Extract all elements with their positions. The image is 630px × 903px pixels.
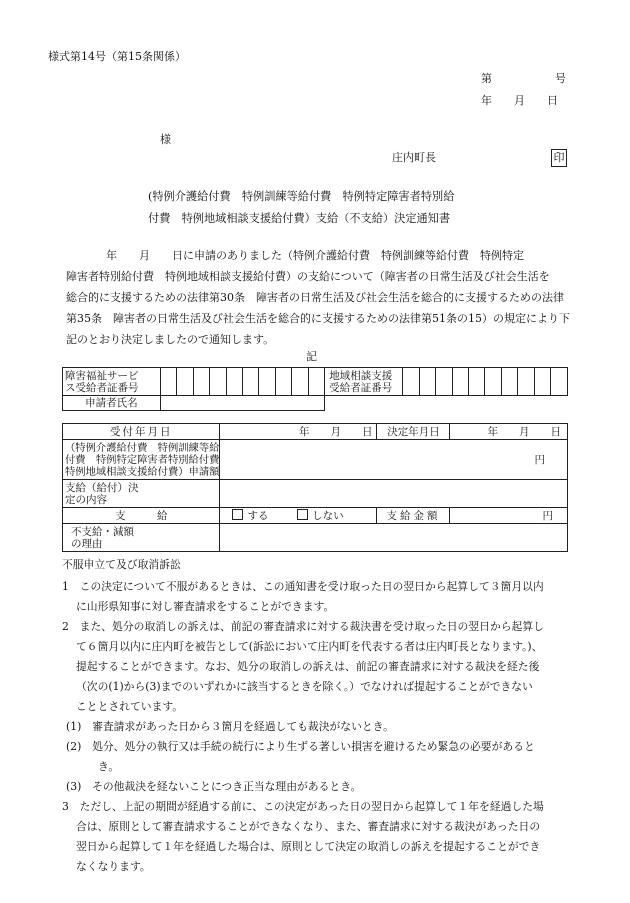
digit-box[interactable] [160, 368, 176, 396]
seal-mark [551, 149, 567, 167]
digit-box[interactable] [518, 368, 534, 396]
recipient-table [62, 367, 568, 411]
note-line: 翌日から起算して１年を経過した場合は、原則として決定の取消しの訴えを提起することができ [76, 840, 541, 853]
pay-no-label: しない [312, 510, 344, 522]
pay-yes-checkbox[interactable] [232, 509, 243, 520]
applicant-label: 申請者氏名 [63, 396, 161, 411]
decided-label: 決定年月日 [377, 424, 450, 440]
issue-date: 年 月 日 [481, 94, 558, 107]
table-blank [325, 396, 568, 411]
digit-box[interactable] [436, 368, 452, 396]
digit-box[interactable] [242, 368, 258, 396]
digit-box[interactable] [403, 368, 419, 396]
pay-amount-label: 支給金額 [377, 508, 450, 524]
addressee-suffix: 様 [160, 133, 171, 146]
digit-box[interactable] [210, 368, 226, 396]
digit-box[interactable] [534, 368, 550, 396]
received-date[interactable]: 年 月 日 [220, 424, 377, 440]
note-line: 1 この決定について不服があるときは、この通知書を受け取った日の翌日から起算して３箇月以内 [62, 580, 544, 593]
digit-box[interactable] [259, 368, 275, 396]
digit-box[interactable] [308, 368, 324, 396]
note-line: なくなります。 [76, 860, 151, 873]
content-field[interactable] [220, 480, 568, 508]
pay-amount-field[interactable] [450, 508, 568, 524]
digit-box[interactable] [551, 368, 568, 396]
digit-box[interactable] [292, 368, 308, 396]
body-line: 第35条 障害者の日常生活及び社会生活を総合的に支援するための法律第51条の15）の規定により下 [66, 312, 570, 325]
body-line: 年 月 日に申請のありました（特例介護給付費 特例訓練等給付費 特例特定 [106, 249, 524, 262]
pay-label: 支 給 [63, 508, 220, 524]
digit-box[interactable] [452, 368, 468, 396]
note-line: (2) 処分、処分の執行又は手続の続行により生ずる著しい損害を避けるため緊急の必要があると [66, 740, 535, 753]
pay-yes-label: する [247, 510, 269, 522]
digit-box[interactable] [485, 368, 501, 396]
received-label: 受付年月日 [63, 424, 220, 440]
number-prefix: 第 [481, 72, 492, 85]
pay-no-checkbox[interactable] [297, 509, 308, 520]
digit-box[interactable] [501, 368, 517, 396]
regional-no-label: 地域相談支援 受給者証番号 [325, 368, 403, 396]
reason-label: 不支給・減額 の理由 [63, 524, 220, 552]
recipient-no-label: 障害福祉サービ ス受給者証番号 [63, 368, 161, 396]
amount-label: （特例介護給付費 特例訓練等給 付費 特例特定障害者特別給付費 特例地域相談支援給付費）申請額 [63, 440, 220, 480]
issuer-name: 庄内町長 [392, 151, 436, 164]
title-line-2: 付費 特例地域相談支援給付費）支給（不支給）決定通知書 [148, 212, 451, 225]
body-line: 障害者特別給付費 特例地域相談支援給付費）の支給について（障害者の日常生活及び社会生活を [66, 270, 550, 283]
form-label: 様式第14号（第15条関係） [48, 50, 186, 63]
note-line: て６箇月以内に庄内町を被告として(訴訟において庄内町を代表する者は庄内町長となります。)、 [76, 640, 543, 653]
decided-date[interactable]: 年 月 日 [450, 424, 568, 440]
amount-field[interactable] [220, 440, 568, 480]
digit-box[interactable] [275, 368, 291, 396]
notes-heading: 不服申立て及び取消訴訟 [62, 558, 181, 571]
number-suffix: 号 [555, 72, 566, 85]
appeal-notes [62, 557, 592, 877]
reason-field[interactable] [220, 524, 568, 552]
digit-box[interactable] [226, 368, 242, 396]
yen-unit: 円 [534, 453, 545, 466]
digit-box[interactable] [419, 368, 435, 396]
note-line: 2 また、処分の取消しの訴えは、前記の審査請求に対する裁決書を受け取った日の翌日から起算し [62, 620, 544, 633]
note-line: き。 [98, 760, 120, 773]
note-line: (3) その他裁決を経ないことにつき正当な理由があるとき。 [66, 780, 362, 793]
seal-text: 印 [551, 149, 567, 167]
digit-box[interactable] [468, 368, 484, 396]
ki-mark: 記 [306, 350, 317, 363]
note-line: こととされています。 [76, 700, 184, 713]
note-line: 3 ただし、上記の期間が経過する前に、この決定があった日の翌日から起算して１年を経過した場 [62, 800, 544, 813]
body-line: 総合的に支援するための法律第30条 障害者の日常生活及び社会生活を総合的に支援するための法律 [66, 291, 564, 304]
pay-options [220, 508, 377, 524]
digit-box[interactable] [177, 368, 193, 396]
yen-unit: 円 [542, 509, 553, 522]
content-label: 支給（給付）決 定の内容 [63, 480, 220, 508]
note-line: 提起することができます。なお、処分の取消しの訴えは、前記の審査請求に対する裁決を経た後 [76, 660, 540, 673]
note-line: に山形県知事に対し審査請求をすることができます。 [76, 600, 335, 613]
body-line: 記のとおり決定しましたので通知します。 [66, 333, 275, 346]
applicant-name-field[interactable] [160, 396, 325, 411]
decision-table [62, 423, 568, 552]
notice-body [66, 245, 586, 350]
title-line-1: (特例介護給付費 特例訓練等給付費 特例特定障害者特別給 [148, 190, 455, 203]
note-line: （次の(1)から(3)までのいずれかに該当するときを除く。）でなければ提起することができない [76, 680, 533, 693]
digit-box[interactable] [193, 368, 209, 396]
note-line: 合は、原則として審査請求することができなくなり、また、審査請求に対する裁決があった日の [76, 820, 541, 833]
note-line: (1) 審査請求があった日から３箇月を経過しても裁決がないとき。 [66, 720, 394, 733]
